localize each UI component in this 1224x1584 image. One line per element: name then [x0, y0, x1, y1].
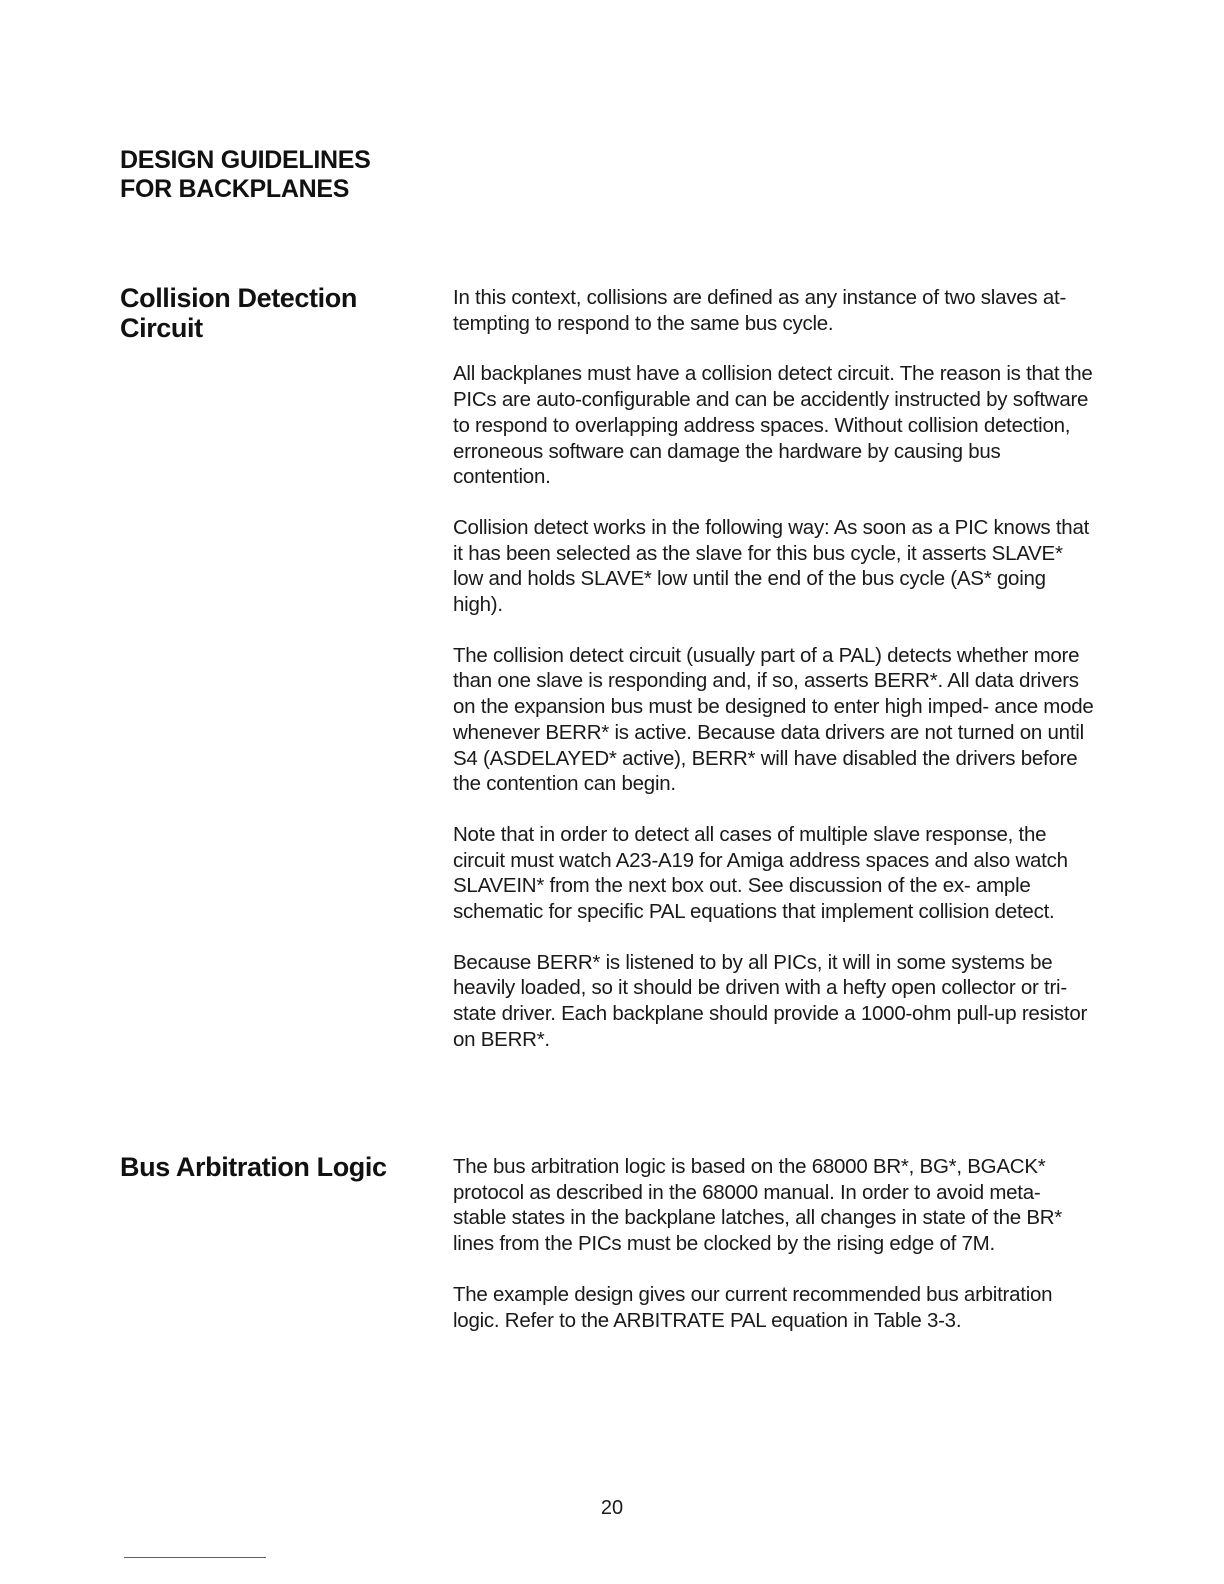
paragraph: The example design gives our current recommended bus arbitration logic. Refer to the ARBITRATE PAL equation in Table 3-3.: [453, 1282, 1053, 1332]
section-heading-bus-arbitration: [120, 1152, 387, 1182]
section-body-bus-arbitration: [453, 1154, 1098, 1358]
paragraph: The bus arbitration logic is based on the 68000 BR*, BG*, BGACK* protocol as described in the 68000 manual. In order to avoid meta- stable states in the backplane latches, all changes in state of the BR* lines from the PICs must be clocked by the rising edge of 7M.: [453, 1155, 1063, 1256]
paragraph: The collision detect circuit (usually part of a PAL) detects whether more than one slave is responding and, if so, asserts BERR*. All data drivers on the expansion bus must be designed to enter high imped- ance mode whenever BERR* is active. Because data drivers are not turned on until S4 (ASDELAYED* active), BERR* will have disabled the drivers before the contention can begin.: [453, 643, 1094, 796]
chapter-title: [120, 146, 371, 204]
chapter-title-line-1: DESIGN GUIDELINES: [120, 146, 371, 174]
section-heading-collision-detection: [120, 283, 357, 343]
chapter-title-line-2: FOR BACKPLANES: [120, 175, 350, 203]
section-heading-line-2: Circuit: [120, 313, 203, 343]
section-heading-line-1: Collision Detection: [120, 283, 357, 313]
section-body-collision-detection: [453, 285, 1098, 1078]
paragraph: In this context, collisions are defined as any instance of two slaves at- tempting to respond to the same bus cycle.: [453, 286, 1067, 335]
paragraph: All backplanes must have a collision detect circuit. The reason is that the PICs are auto-configurable and can be accidently instructed by software to respond to overlapping address spaces. Without collision detection, erroneous software can damage the hardware by causing bus contention.: [453, 362, 1093, 489]
section-heading-line-1: Bus Arbitration Logic: [120, 1152, 387, 1182]
page-number: 20: [600, 1497, 624, 1519]
footnote-rule: [124, 1557, 266, 1558]
paragraph: Collision detect works in the following way: As soon as a PIC knows that it has been selected as the slave for this bus cycle, it asserts SLAVE* low and holds SLAVE* low until the end of the bus cycle (AS* going high).: [453, 515, 1090, 617]
paragraph: Because BERR* is listened to by all PICs, it will in some systems be heavily loaded, so it should be driven with a hefty open collector or tri-state driver. Each backplane should provide a 1000-ohm pull-up resistor on BERR*.: [453, 950, 1088, 1051]
paragraph: Note that in order to detect all cases of multiple slave response, the circuit must watch A23-A19 for Amiga address spaces and also watch SLAVEIN* from the next box out. See discussion of the ex- ample schematic for specific PAL equations that implement collision detect.: [453, 822, 1068, 924]
